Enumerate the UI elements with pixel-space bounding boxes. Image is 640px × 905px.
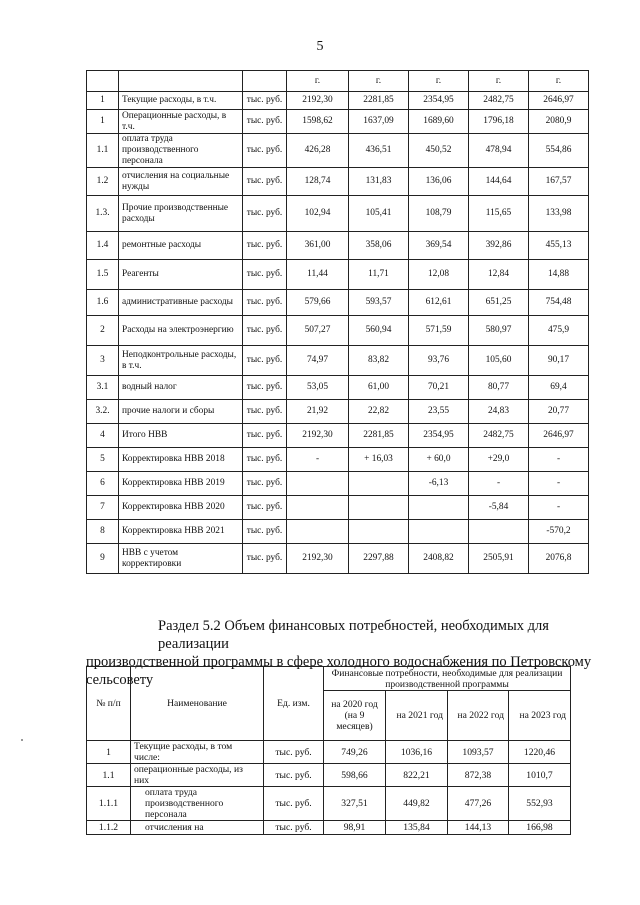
row-name-cell: Неподконтрольные расходы, в т.ч.: [119, 346, 243, 376]
row-value-cell: + 60,0: [409, 448, 469, 472]
margin-mark: [21, 739, 23, 741]
row-value-cell: 1093,57: [448, 741, 509, 764]
row-unit-cell: тыс. руб.: [243, 196, 287, 232]
row-value-cell: 477,26: [448, 787, 509, 821]
section-title-line-2: производственной программы в сфере холодного водоснабжения по Петровскому: [86, 654, 592, 670]
row-number-cell: 1.5: [87, 260, 119, 290]
row-number-cell: 1.6: [87, 290, 119, 316]
row-value-cell: 53,05: [287, 376, 349, 400]
row-value-cell: 2281,85: [349, 424, 409, 448]
row-number-cell: 1.1.1: [87, 787, 131, 821]
row-number-cell: 4: [87, 424, 119, 448]
row-value-cell: 2482,75: [469, 424, 529, 448]
row-name-cell: Корректировка НВВ 2018: [119, 448, 243, 472]
row-name-cell: Прочие производственные расходы: [119, 196, 243, 232]
row-number-cell: 7: [87, 496, 119, 520]
row-value-cell: + 16,03: [349, 448, 409, 472]
row-name-cell: отчисления на: [131, 821, 264, 835]
row-number-cell: 3: [87, 346, 119, 376]
row-unit-cell: тыс. руб.: [243, 110, 287, 134]
row-value-cell: -: [287, 448, 349, 472]
row-value-cell: 90,17: [529, 346, 589, 376]
row-value-cell: 2505,91: [469, 544, 529, 574]
row-name-cell: оплата труда производственного персонала: [119, 134, 243, 168]
row-name-cell: прочие налоги и сборы: [119, 400, 243, 424]
row-value-cell: [409, 520, 469, 544]
table-row: [87, 424, 589, 448]
row-value-cell: 554,86: [529, 134, 589, 168]
table-row: [87, 92, 589, 110]
row-value-cell: 98,91: [324, 821, 386, 835]
row-name-cell: оплата труда производственного персонала: [131, 787, 264, 821]
row-name-cell: НВВ с учетом корректировки: [119, 544, 243, 574]
row-value-cell: 1689,60: [409, 110, 469, 134]
row-value-cell: 2080,9: [529, 110, 589, 134]
row-value-cell: 23,55: [409, 400, 469, 424]
row-value-cell: 80,77: [469, 376, 529, 400]
row-value-cell: -: [469, 472, 529, 496]
header-row: [87, 71, 589, 92]
row-value-cell: 11,44: [287, 260, 349, 290]
row-unit-cell: тыс. руб.: [243, 520, 287, 544]
row-value-cell: 478,94: [469, 134, 529, 168]
row-value-cell: 579,66: [287, 290, 349, 316]
table-row: [87, 260, 589, 290]
row-number-cell: 3.1: [87, 376, 119, 400]
row-value-cell: 571,59: [409, 316, 469, 346]
row-value-cell: -: [529, 496, 589, 520]
row-value-cell: 369,54: [409, 232, 469, 260]
row-unit-cell: тыс. руб.: [243, 290, 287, 316]
row-value-cell: 12,08: [409, 260, 469, 290]
table-row: [87, 741, 571, 764]
header-financial-needs: Финансовые потребности, необходимые для реализации производственной программы: [324, 667, 571, 691]
row-unit-cell: тыс. руб.: [264, 787, 324, 821]
row-value-cell: 560,94: [349, 316, 409, 346]
row-number-cell: 1: [87, 741, 131, 764]
header-unit: Ед. изм.: [264, 667, 324, 741]
row-number-cell: 1.3.: [87, 196, 119, 232]
table-row: [87, 376, 589, 400]
row-unit-cell: тыс. руб.: [243, 168, 287, 196]
row-number-cell: 6: [87, 472, 119, 496]
row-value-cell: 22,82: [349, 400, 409, 424]
row-value-cell: [349, 520, 409, 544]
row-number-cell: 9: [87, 544, 119, 574]
row-unit-cell: тыс. руб.: [264, 764, 324, 787]
row-value-cell: 61,00: [349, 376, 409, 400]
row-value-cell: [287, 496, 349, 520]
row-name-cell: административные расходы: [119, 290, 243, 316]
table-row: [87, 110, 589, 134]
row-unit-cell: тыс. руб.: [243, 376, 287, 400]
row-value-cell: 1598,62: [287, 110, 349, 134]
section-title-line-1: Раздел 5.2 Объем финансовых потребностей, необходимых для реализации: [158, 618, 549, 652]
row-name-cell: Корректировка НВВ 2020: [119, 496, 243, 520]
row-name-cell: отчисления на социальные нужды: [119, 168, 243, 196]
row-value-cell: 69,4: [529, 376, 589, 400]
row-number-cell: 3.2.: [87, 400, 119, 424]
row-value-cell: 593,57: [349, 290, 409, 316]
row-value-cell: 475,9: [529, 316, 589, 346]
row-value-cell: 580,97: [469, 316, 529, 346]
row-value-cell: 11,71: [349, 260, 409, 290]
header-cell: [243, 71, 287, 92]
row-value-cell: 128,74: [287, 168, 349, 196]
section-title-line-3: сельсовету: [86, 672, 154, 688]
row-name-cell: Расходы на электроэнергию: [119, 316, 243, 346]
row-value-cell: 436,51: [349, 134, 409, 168]
row-value-cell: 108,79: [409, 196, 469, 232]
row-value-cell: [409, 496, 469, 520]
header-cell: [87, 71, 119, 92]
row-value-cell: 507,27: [287, 316, 349, 346]
row-value-cell: [469, 520, 529, 544]
row-value-cell: 2482,75: [469, 92, 529, 110]
row-value-cell: 2354,95: [409, 424, 469, 448]
row-value-cell: 24,83: [469, 400, 529, 424]
row-value-cell: 2192,30: [287, 544, 349, 574]
row-unit-cell: тыс. руб.: [243, 260, 287, 290]
row-value-cell: [287, 472, 349, 496]
header-year-2023: на 2023 год: [509, 691, 571, 741]
row-value-cell: 70,21: [409, 376, 469, 400]
row-value-cell: 2646,97: [529, 92, 589, 110]
table-row: [87, 134, 589, 168]
row-unit-cell: тыс. руб.: [243, 400, 287, 424]
table-row: [87, 520, 589, 544]
table-row: [87, 196, 589, 232]
table-row: [87, 821, 571, 835]
row-unit-cell: тыс. руб.: [243, 544, 287, 574]
row-value-cell: [349, 472, 409, 496]
row-value-cell: 1796,18: [469, 110, 529, 134]
row-value-cell: 598,66: [324, 764, 386, 787]
header-year-2020: на 2020 год (на 9 месяцев): [324, 691, 386, 741]
row-number-cell: 1.1: [87, 764, 131, 787]
row-unit-cell: тыс. руб.: [243, 424, 287, 448]
row-number-cell: 5: [87, 448, 119, 472]
row-value-cell: 2192,30: [287, 424, 349, 448]
row-value-cell: 358,06: [349, 232, 409, 260]
header-year-2022: на 2022 год: [448, 691, 509, 741]
row-name-cell: Корректировка НВВ 2021: [119, 520, 243, 544]
row-value-cell: +29,0: [469, 448, 529, 472]
row-value-cell: 552,93: [509, 787, 571, 821]
table-row: [87, 168, 589, 196]
row-value-cell: [349, 496, 409, 520]
header-cell: г.: [469, 71, 529, 92]
row-unit-cell: тыс. руб.: [264, 741, 324, 764]
row-number-cell: 1.4: [87, 232, 119, 260]
header-number: № п/п: [87, 667, 131, 741]
row-value-cell: 612,61: [409, 290, 469, 316]
header-cell: г.: [409, 71, 469, 92]
row-name-cell: Корректировка НВВ 2019: [119, 472, 243, 496]
header-cell: [119, 71, 243, 92]
row-unit-cell: тыс. руб.: [243, 232, 287, 260]
header-cell: г.: [287, 71, 349, 92]
row-value-cell: 2646,97: [529, 424, 589, 448]
row-number-cell: 1.2: [87, 168, 119, 196]
row-value-cell: 136,06: [409, 168, 469, 196]
row-value-cell: -: [529, 448, 589, 472]
row-number-cell: 1: [87, 110, 119, 134]
row-unit-cell: тыс. руб.: [243, 316, 287, 346]
row-value-cell: 131,83: [349, 168, 409, 196]
row-value-cell: 144,64: [469, 168, 529, 196]
row-value-cell: 872,38: [448, 764, 509, 787]
table-row: [87, 232, 589, 260]
row-name-cell: Операционные расходы, в т.ч.: [119, 110, 243, 134]
financial-needs-table: [86, 666, 571, 835]
row-name-cell: ремонтные расходы: [119, 232, 243, 260]
table-row: [87, 764, 571, 787]
row-value-cell: 449,82: [386, 787, 448, 821]
row-number-cell: 2: [87, 316, 119, 346]
page-number: 5: [316, 39, 324, 54]
row-value-cell: 115,65: [469, 196, 529, 232]
row-unit-cell: тыс. руб.: [243, 92, 287, 110]
row-value-cell: 2076,8: [529, 544, 589, 574]
row-value-cell: 455,13: [529, 232, 589, 260]
row-value-cell: 1036,16: [386, 741, 448, 764]
expenses-table: [86, 70, 589, 574]
row-value-cell: 822,21: [386, 764, 448, 787]
row-value-cell: 361,00: [287, 232, 349, 260]
header-cell: г.: [349, 71, 409, 92]
row-name-cell: операционные расходы, из них: [131, 764, 264, 787]
row-value-cell: 2192,30: [287, 92, 349, 110]
row-name-cell: Итого НВВ: [119, 424, 243, 448]
row-value-cell: -: [529, 472, 589, 496]
row-number-cell: 1.1: [87, 134, 119, 168]
row-value-cell: 144,13: [448, 821, 509, 835]
row-value-cell: 651,25: [469, 290, 529, 316]
row-value-cell: 2297,88: [349, 544, 409, 574]
row-value-cell: 14,88: [529, 260, 589, 290]
table-row: [87, 472, 589, 496]
table-row: [87, 316, 589, 346]
row-unit-cell: тыс. руб.: [243, 496, 287, 520]
row-value-cell: 105,41: [349, 196, 409, 232]
row-value-cell: -5,84: [469, 496, 529, 520]
row-value-cell: 2354,95: [409, 92, 469, 110]
row-value-cell: 426,28: [287, 134, 349, 168]
header-cell: г.: [529, 71, 589, 92]
row-value-cell: 392,86: [469, 232, 529, 260]
row-value-cell: 21,92: [287, 400, 349, 424]
row-name-cell: водный налог: [119, 376, 243, 400]
row-unit-cell: тыс. руб.: [243, 448, 287, 472]
row-unit-cell: тыс. руб.: [243, 472, 287, 496]
header-year-2021: на 2021 год: [386, 691, 448, 741]
row-unit-cell: тыс. руб.: [264, 821, 324, 835]
row-value-cell: 2408,82: [409, 544, 469, 574]
row-value-cell: -570,2: [529, 520, 589, 544]
row-value-cell: 133,98: [529, 196, 589, 232]
table-row: [87, 496, 589, 520]
row-value-cell: [287, 520, 349, 544]
row-number-cell: 1: [87, 92, 119, 110]
table-row: [87, 346, 589, 376]
row-value-cell: 1220,46: [509, 741, 571, 764]
row-value-cell: 93,76: [409, 346, 469, 376]
row-number-cell: 1.1.2: [87, 821, 131, 835]
table-row: [87, 448, 589, 472]
table-row: [87, 400, 589, 424]
row-value-cell: 20,77: [529, 400, 589, 424]
row-value-cell: 166,98: [509, 821, 571, 835]
row-value-cell: 135,84: [386, 821, 448, 835]
row-name-cell: Текущие расходы, в т.ч.: [119, 92, 243, 110]
table-row: [87, 544, 589, 574]
row-value-cell: 450,52: [409, 134, 469, 168]
row-value-cell: 749,26: [324, 741, 386, 764]
row-value-cell: -6,13: [409, 472, 469, 496]
row-value-cell: 12,84: [469, 260, 529, 290]
row-value-cell: 2281,85: [349, 92, 409, 110]
header-name: Наименование: [131, 667, 264, 741]
row-name-cell: Текущие расходы, в том числе:: [131, 741, 264, 764]
row-value-cell: 167,57: [529, 168, 589, 196]
row-value-cell: 754,48: [529, 290, 589, 316]
row-value-cell: 1010,7: [509, 764, 571, 787]
row-value-cell: 1637,09: [349, 110, 409, 134]
row-value-cell: 83,82: [349, 346, 409, 376]
row-unit-cell: тыс. руб.: [243, 346, 287, 376]
table-row: [87, 787, 571, 821]
row-number-cell: 8: [87, 520, 119, 544]
row-value-cell: 327,51: [324, 787, 386, 821]
row-unit-cell: тыс. руб.: [243, 134, 287, 168]
row-value-cell: 74,97: [287, 346, 349, 376]
row-value-cell: 102,94: [287, 196, 349, 232]
row-value-cell: 105,60: [469, 346, 529, 376]
table-row: [87, 290, 589, 316]
row-name-cell: Реагенты: [119, 260, 243, 290]
